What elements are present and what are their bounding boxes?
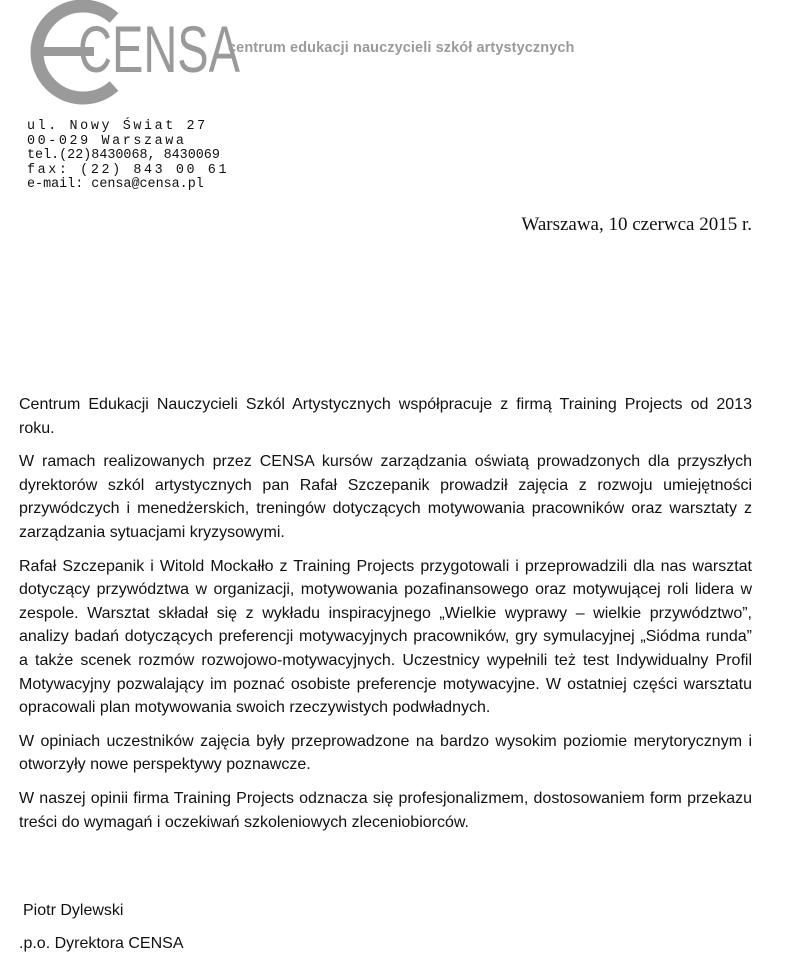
address-street: ul. Nowy Świat 27	[27, 119, 208, 134]
address-postal-city: 00-029 Warszawa	[27, 133, 187, 149]
paragraph-5: W naszej opinii firma Training Projects odznacza się profesjonalizmem, dostosowaniem form przekazu treści do wymagań i oczekiwań szkoleniowych zleceniobiorców.	[19, 789, 752, 831]
censa-logo	[18, 0, 243, 105]
letter-date: Warszawa, 10 czerwca 2015 r.	[521, 214, 752, 235]
signature-title: .p.o. Dyrektora CENSA	[19, 935, 184, 952]
paragraph-3: Rafał Szczepanik i Witold Mockałło z Training Projects przygotowali i przeprowadzili dla nas warsztat dotyczący przywództwa w organizacji, motywowania pozafinansowego oraz motywującej roli lidera w zespole. Warsztat składał się z wykładu inspiracyjnego „Wielkie wyprawy – wielkie przywództwo”, analizy badań dotyczących preferencji motywacyjnych pracowników, gry symulacyjnej „Siódma runda” a także scenek rozmów rozwojowo-motywacyjnych. Uczestnicy wypełnili też test Indywidualny Profil Motywacyjny pozwalający im poznać osobiste preferencje motywacyjne. W ostatniej części warsztatu opracowali plan motywowania swoich rzeczywistych podwładnych.	[19, 557, 752, 717]
logo-wordmark: CENSA	[78, 12, 240, 86]
letter-body	[19, 393, 752, 844]
address-tel: tel.(22)8430068, 8430069	[27, 148, 220, 164]
paragraph-4: W opiniach uczestników zajęcia były przeprowadzone na bardzo wysokim poziomie merytorycznym i otworzyły nowe perspektywy poznawcze.	[19, 732, 752, 774]
paragraph-2: W ramach realizowanych przez CENSA kursów zarządzania oświatą prowadzonych dla przyszłych dyrektorów szkól artystycznych pan Rafał Szczepanik prowadził zajęcia z rozwoju umiejętności przywódczych i menedżerskich, treningów dotyczących motywowania pracowników oraz warsztaty z zarządzania sytuacjami kryzysowymi.	[19, 453, 752, 541]
address-email: e-mail: censa@censa.pl	[27, 177, 204, 193]
paragraph-1: Centrum Edukacji Nauczycieli Szkól Artystycznych współpracuje z firmą Training Projects od 2013 roku.	[19, 396, 752, 437]
signature-name: Piotr Dylewski	[23, 902, 124, 919]
logo-tagline: centrum edukacji nauczycieli szkół artystycznych	[228, 40, 575, 56]
address-fax: fax: (22) 843 00 61	[27, 162, 230, 178]
address-block	[27, 120, 229, 193]
